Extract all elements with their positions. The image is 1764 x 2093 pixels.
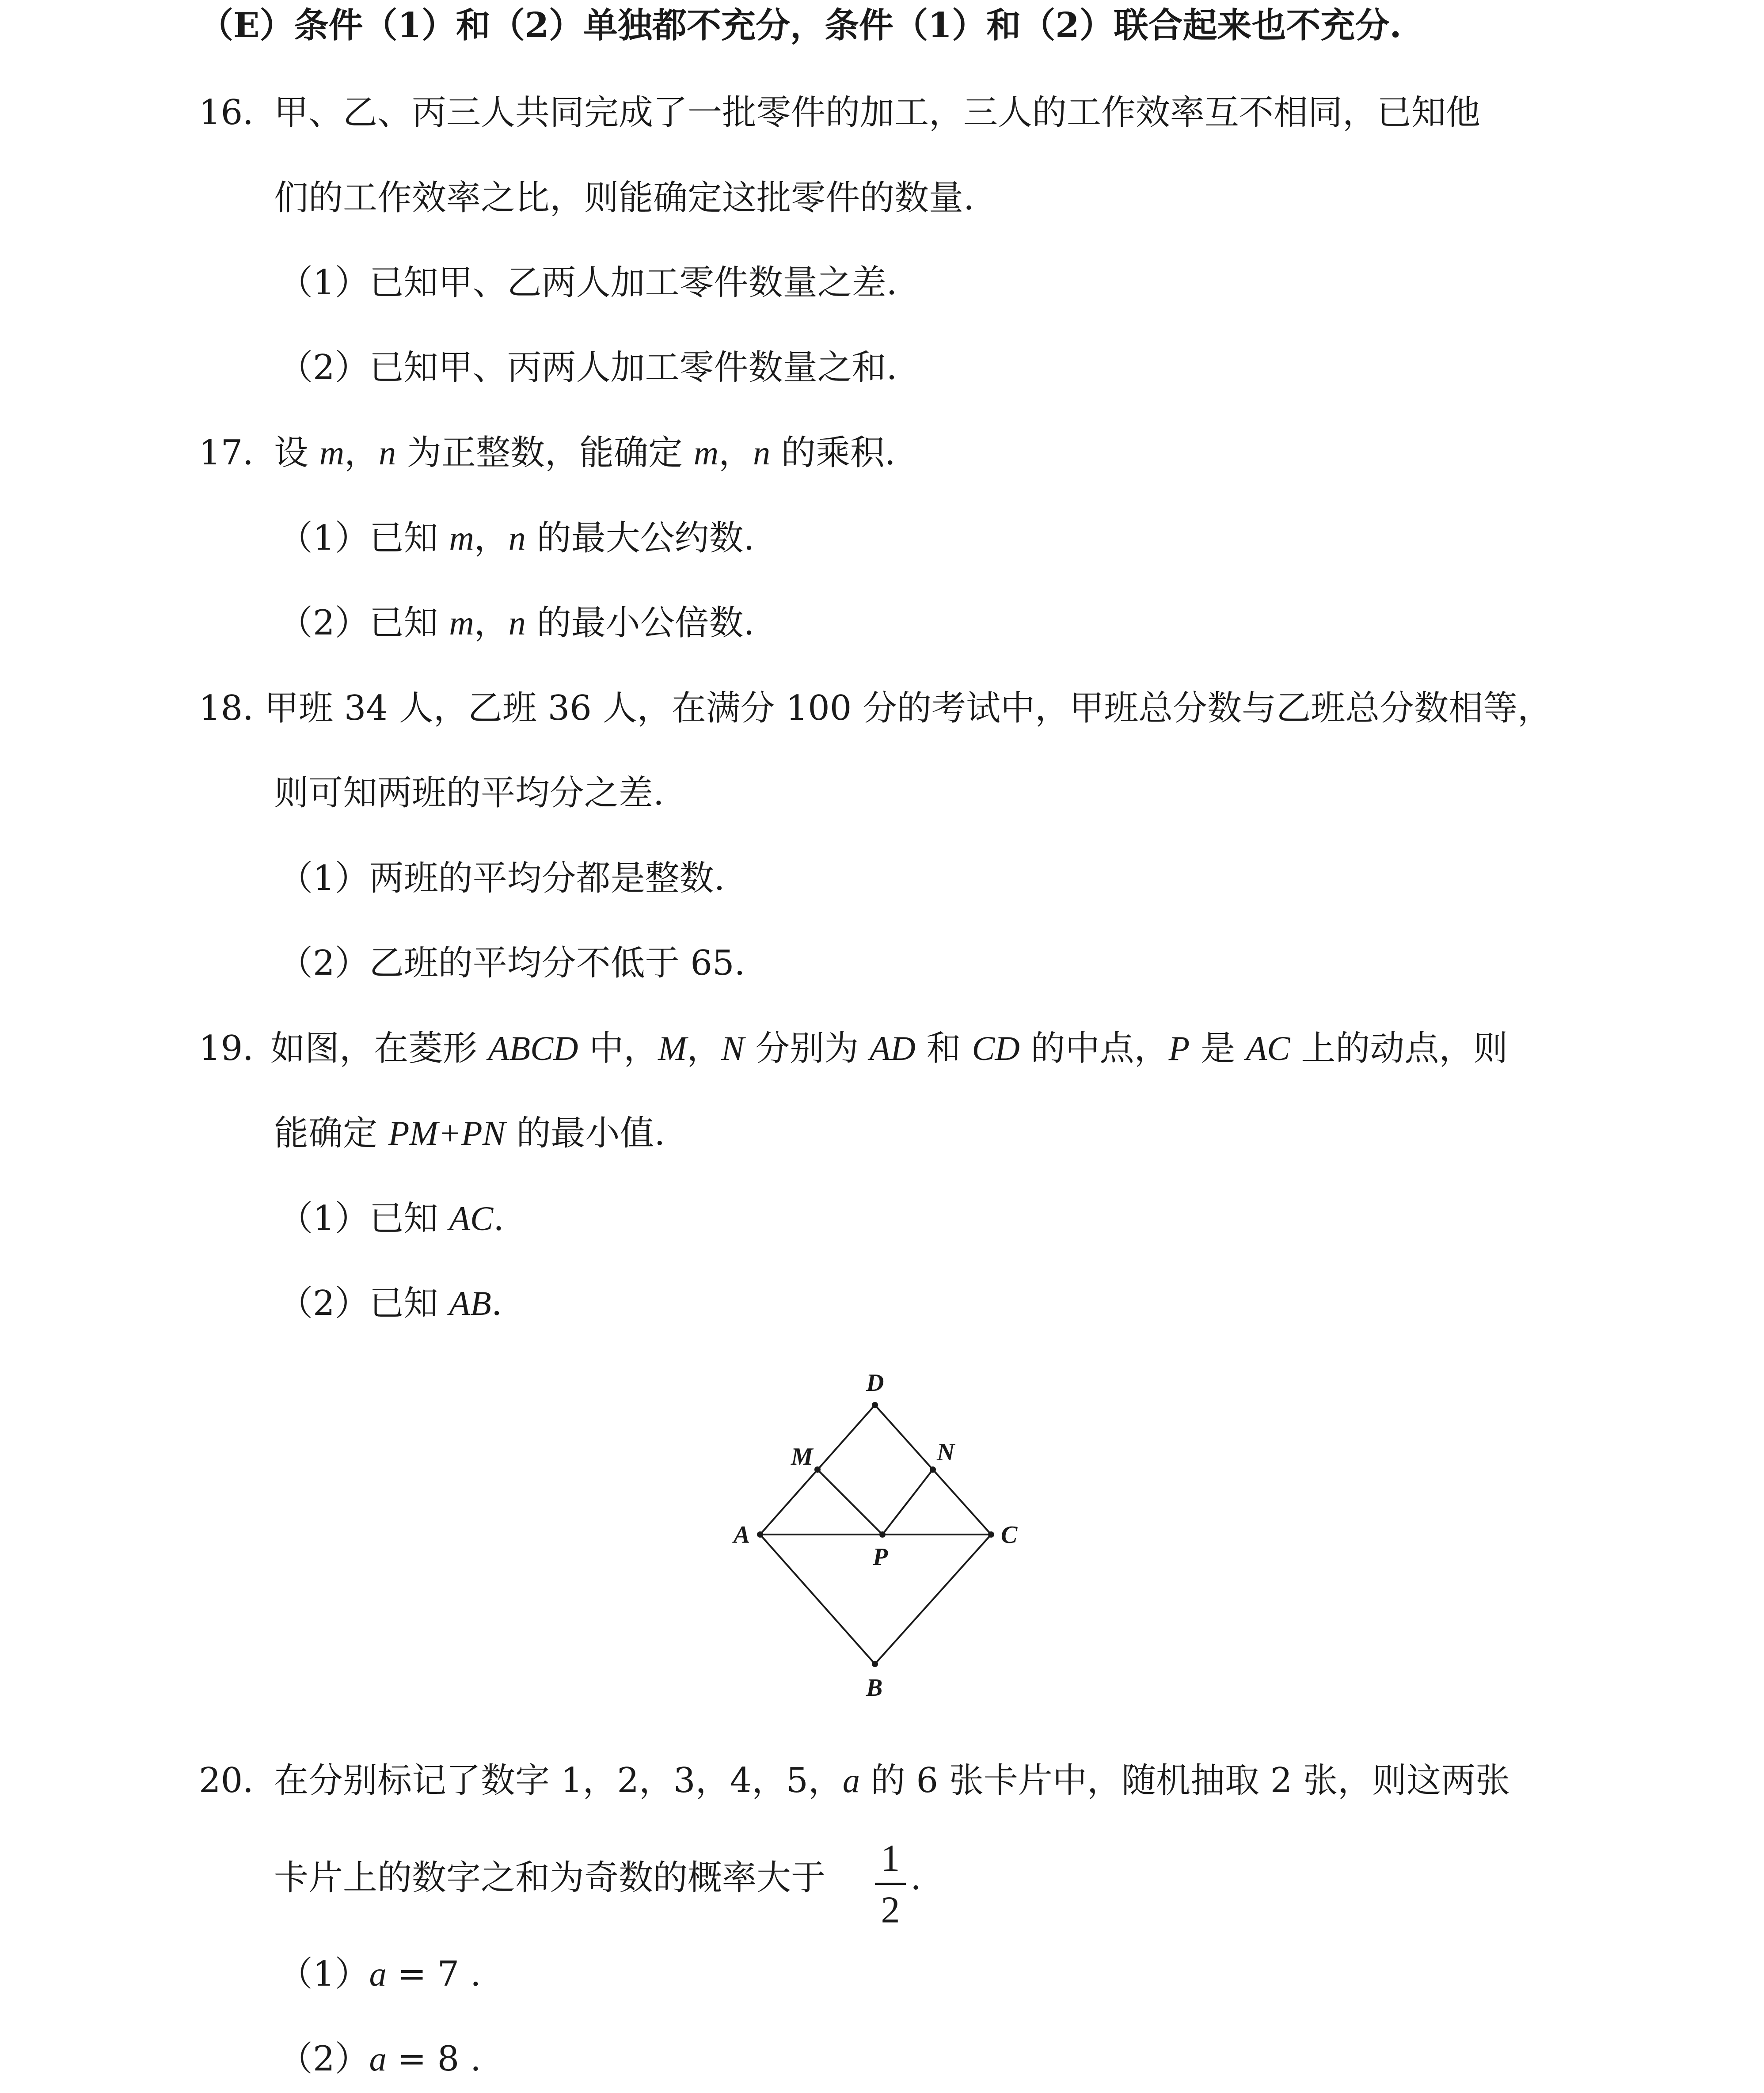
var-ad: AD [869, 1029, 916, 1067]
text: ， [719, 433, 753, 473]
text: （2）已知 [278, 603, 449, 643]
point-p [879, 1531, 886, 1538]
condition-2: （2）乙班的平均分不低于 65. [278, 943, 745, 983]
question-stem-line: 甲、乙、丙三人共同完成了一批零件的加工，三人的工作效率互不相同，已知他 [274, 93, 1481, 133]
question-stem-line: 则可知两班的平均分之差. [274, 773, 664, 813]
text: ， [474, 603, 509, 643]
var-a: a [842, 1761, 860, 1800]
fraction-denominator: 2 [881, 1888, 900, 1931]
var-m: m [693, 433, 719, 472]
text: （1）已知 [278, 1199, 449, 1238]
text: 和 [915, 1029, 972, 1068]
var-m: m [319, 433, 345, 472]
text: . [493, 1199, 504, 1238]
period: . [910, 1858, 921, 1898]
question-stem-line [270, 1026, 1508, 1071]
text: 的最小值. [505, 1113, 665, 1153]
var-a: a [369, 1955, 387, 1993]
var-n: n [508, 519, 526, 557]
question-stem-line: 甲班 34 人，乙班 36 人，在满分 100 分的考试中，甲班总分数与乙班总分数相等， [264, 688, 1552, 728]
label-p: P [873, 1543, 888, 1571]
text: （1）已知 [278, 518, 449, 558]
var-cd: CD [972, 1029, 1020, 1067]
point-d [872, 1402, 878, 1408]
condition-1 [278, 1952, 481, 1996]
text: 的中点， [1019, 1029, 1169, 1068]
segment-m-p [817, 1470, 882, 1535]
text: ， [687, 1029, 722, 1068]
var-n: n [753, 433, 771, 472]
text: 是 [1190, 1029, 1246, 1068]
text: 设 [274, 433, 319, 473]
text: 为正整数，能确定 [396, 433, 694, 473]
fraction-one-half [875, 1836, 906, 1932]
text: 的最小公倍数. [525, 603, 755, 643]
var-m: m [449, 519, 474, 557]
question-number: 18． [199, 688, 278, 728]
text: 的 6 张卡片中，随机抽取 2 张，则这两张 [859, 1761, 1510, 1801]
text: （2） [278, 2039, 369, 2079]
edge-b-a [760, 1535, 875, 1664]
point-n [930, 1466, 936, 1473]
condition-2 [278, 1281, 502, 1326]
text: 的乘积. [770, 433, 896, 473]
question-stem-line: 们的工作效率之比，则能确定这批零件的数量. [274, 178, 974, 218]
question-stem-line [274, 1759, 1510, 1803]
condition-2 [278, 601, 754, 645]
var-n: N [721, 1029, 745, 1067]
question-number: 16． [199, 93, 278, 133]
question-stem-line: 卡片上的数字之和为奇数的概率大于 [274, 1858, 826, 1898]
point-a [757, 1531, 763, 1538]
question-stem-line [274, 1111, 665, 1155]
text: （1） [278, 1954, 369, 1994]
var-a: a [369, 2040, 387, 2078]
text: = 7 . [386, 1954, 481, 1994]
var-ac: AC [449, 1199, 494, 1238]
text: ， [474, 518, 509, 558]
point-b [872, 1661, 878, 1667]
var-m: m [449, 604, 474, 642]
text: （2）已知 [278, 1284, 449, 1323]
point-c [988, 1531, 994, 1538]
rhombus-figure [707, 1361, 1043, 1706]
label-d: D [866, 1369, 884, 1397]
text: 在分别标记了数字 1，2，3，4，5， [274, 1761, 843, 1801]
segment-p-n [882, 1470, 933, 1535]
text: ， [344, 433, 379, 473]
point-m [814, 1466, 821, 1473]
var-ab: AB [449, 1284, 491, 1322]
label-c: C [1001, 1521, 1018, 1549]
var-ac: AC [1246, 1029, 1290, 1067]
condition-1 [278, 1197, 504, 1241]
question-number: 19． [199, 1029, 278, 1068]
var-p: P [1168, 1029, 1190, 1067]
condition-2 [278, 2037, 481, 2081]
label-n: N [937, 1439, 955, 1466]
option-e: （E）条件（1）和（2）单独都不充分，条件（1）和（2）联合起来也不充分. [199, 5, 1402, 46]
question-number: 17． [199, 433, 278, 473]
label-a: A [734, 1521, 750, 1549]
text: . [491, 1284, 502, 1323]
condition-1 [278, 516, 754, 560]
question-number: 20． [199, 1761, 278, 1801]
var-n: n [508, 604, 526, 642]
text: 的最大公约数. [525, 518, 755, 558]
text: 能确定 [274, 1113, 388, 1153]
var-m: M [658, 1029, 687, 1067]
text: 如图，在菱形 [270, 1029, 488, 1068]
var-pm-pn: PM+PN [388, 1114, 506, 1152]
label-m: M [791, 1443, 813, 1470]
condition-2: （2）已知甲、丙两人加工零件数量之和. [278, 348, 897, 387]
fraction-bar [875, 1883, 906, 1885]
condition-1: （1）两班的平均分都是整数. [278, 858, 725, 898]
text: = 8 . [386, 2039, 481, 2079]
label-b: B [866, 1674, 883, 1702]
var-n: n [379, 433, 396, 472]
edge-c-b [875, 1535, 991, 1664]
text: 中， [578, 1029, 658, 1068]
fraction-numerator: 1 [881, 1837, 900, 1879]
text: 上的动点，则 [1290, 1029, 1508, 1068]
question-stem-line [274, 431, 896, 475]
var-abcd: ABCD [488, 1029, 578, 1067]
text: 分别为 [744, 1029, 870, 1068]
condition-1: （1）已知甲、乙两人加工零件数量之差. [278, 263, 897, 303]
